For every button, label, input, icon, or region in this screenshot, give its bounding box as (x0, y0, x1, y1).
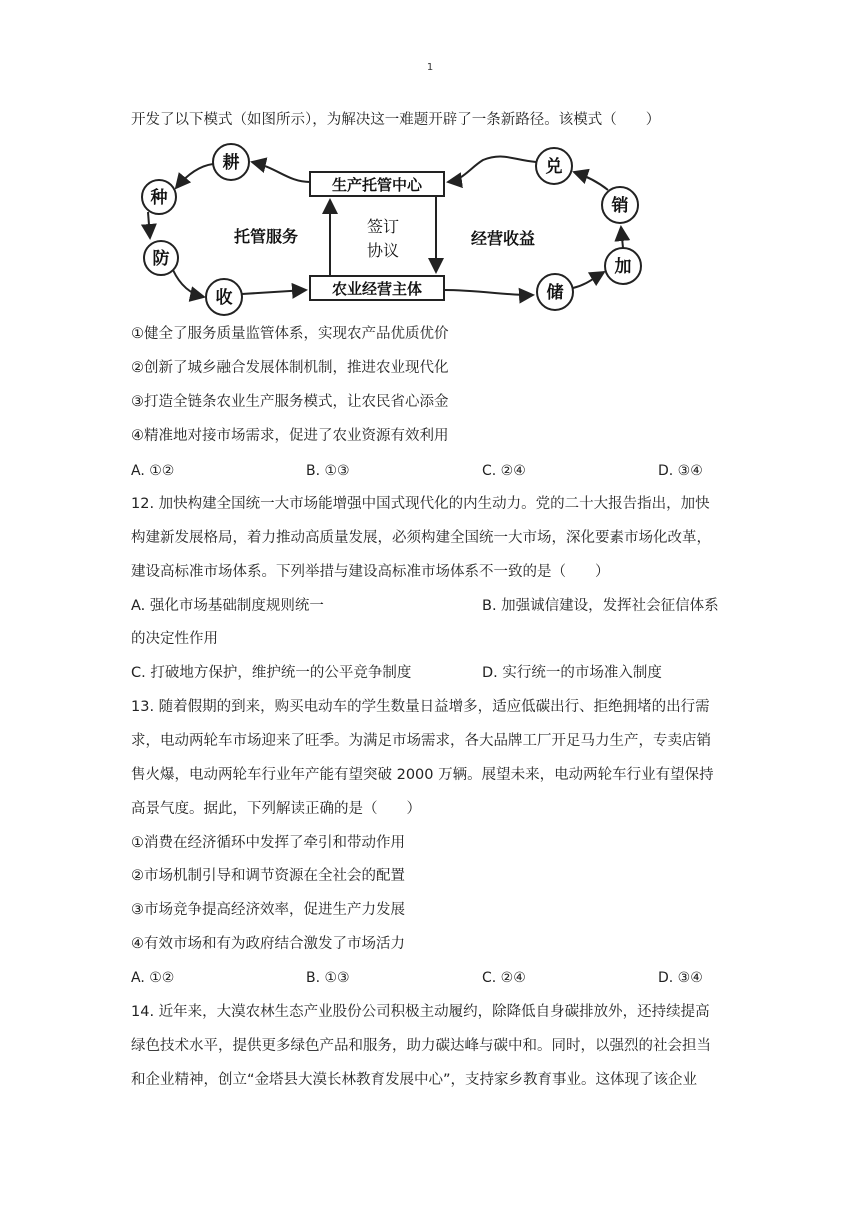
circle-jia-label: 加 (614, 257, 632, 277)
arrow-chu-to-jia (573, 272, 604, 288)
circle-zhong-label: 种 (150, 188, 168, 208)
q13-option-a: A. ①② (131, 970, 175, 986)
q11-statement-4: ④精准地对接市场需求，促进了农业资源有效利用 (131, 428, 449, 444)
q11-statement-1: ①健全了服务质量监管体系，实现农产品优质优价 (131, 326, 449, 342)
arrow-dui-to-center (448, 157, 536, 182)
q11-option-d: D. ③④ (658, 463, 703, 479)
q13-option-b: B. ①③ (306, 970, 350, 986)
q11-statement-2: ②创新了城乡融合发展体制机制，推进农业现代化 (131, 360, 449, 376)
arrow-zhong-to-fang (148, 212, 150, 238)
circle-shou-label: 收 (215, 288, 233, 308)
q14-line-2: 绿色技术水平，提供更多绿色产品和服务，助力碳达峰与碳中和。同时，以强烈的社会担当 (131, 1038, 711, 1054)
arrow-shou-to-center (242, 290, 306, 294)
q13-line-4: 高景气度。据此，下列解读正确的是（ ） (131, 801, 421, 817)
q12-option-b-cont: 的决定性作用 (131, 631, 218, 647)
center-top-label: 生产托管中心 (331, 176, 423, 194)
q13-statement-1: ①消费在经济循环中发挥了牵引和带动作用 (131, 835, 405, 851)
q13-option-c: C. ②④ (482, 970, 526, 986)
circle-chu-label: 储 (546, 283, 564, 303)
left-label: 托管服务 (233, 227, 299, 246)
circle-fang-label: 防 (152, 249, 170, 269)
middle-label-1: 签订 (366, 217, 400, 236)
intro-line: 开发了以下模式（如图所示），为解决这一难题开辟了一条新路径。该模式（ ） (131, 112, 661, 128)
q11-option-b: B. ①③ (306, 463, 350, 479)
arrow-jia-to-xiao (621, 227, 623, 248)
circle-geng-label: 耕 (222, 153, 240, 173)
q12-option-d: D. 实行统一的市场准入制度 (482, 665, 662, 681)
center-bottom-label: 农业经营主体 (331, 280, 423, 298)
q11-option-c: C. ②④ (482, 463, 526, 479)
arrow-xiao-to-dui (574, 172, 608, 190)
arrow-center-to-geng (252, 162, 310, 182)
q12-option-a: A. 强化市场基础制度规则统一 (131, 598, 324, 614)
circle-dui-label: 兑 (545, 157, 563, 177)
right-label: 经营收益 (470, 229, 536, 248)
arrow-fang-to-shou (173, 270, 204, 297)
arrow-center-to-chu (444, 290, 533, 295)
q12-option-b: B. 加强诚信建设，发挥社会征信体系 (482, 598, 719, 614)
q13-statement-3: ③市场竞争提高经济效率，促进生产力发展 (131, 902, 405, 918)
q12-option-c: C. 打破地方保护，维护统一的公平竞争制度 (131, 665, 412, 681)
q13-statement-2: ②市场机制引导和调节资源在全社会的配置 (131, 868, 405, 884)
q11-option-a: A. ①② (131, 463, 175, 479)
q14-line-1: 14. 近年来，大漠农林生态产业股份公司积极主动履约，除降低自身碳排放外，还持续提高 (131, 1004, 710, 1020)
middle-label-2: 协议 (366, 241, 400, 260)
q13-line-1: 13. 随着假期的到来，购买电动车的学生数量日益增多，适应低碳出行、拒绝拥堵的出行需 (131, 699, 710, 715)
q12-line-2: 构建新发展格局，着力推动高质量发展，必须构建全国统一大市场，深化要素市场化改革， (131, 530, 711, 546)
q11-statement-3: ③打造全链条农业生产服务模式，让农民省心添金 (131, 394, 449, 410)
q13-option-d: D. ③④ (658, 970, 703, 986)
q14-line-3: 和企业精神，创立“金塔县大漠长林教育发展中心”，支持家乡教育事业。这体现了该企业 (131, 1072, 698, 1088)
q12-line-3: 建设高标准市场体系。下列举措与建设高标准市场体系不一致的是（ ） (131, 564, 610, 580)
q12-line-1: 12. 加快构建全国统一大市场能增强中国式现代化的内生动力。党的二十大报告指出，加快 (131, 496, 710, 512)
arrow-geng-to-zhong (176, 164, 213, 188)
flow-diagram (128, 140, 688, 320)
circle-xiao-label: 销 (611, 196, 629, 216)
q13-statement-4: ④有效市场和有为政府结合激发了市场活力 (131, 936, 405, 952)
q13-line-3: 售火爆，电动两轮车行业年产能有望突破 2000 万辆。展望未来，电动两轮车行业有望保持 (131, 767, 714, 783)
q13-line-2: 求，电动两轮车市场迎来了旺季。为满足市场需求，各大品牌工厂开足马力生产，专卖店销 (131, 733, 711, 749)
page-number: 1 (426, 62, 434, 73)
